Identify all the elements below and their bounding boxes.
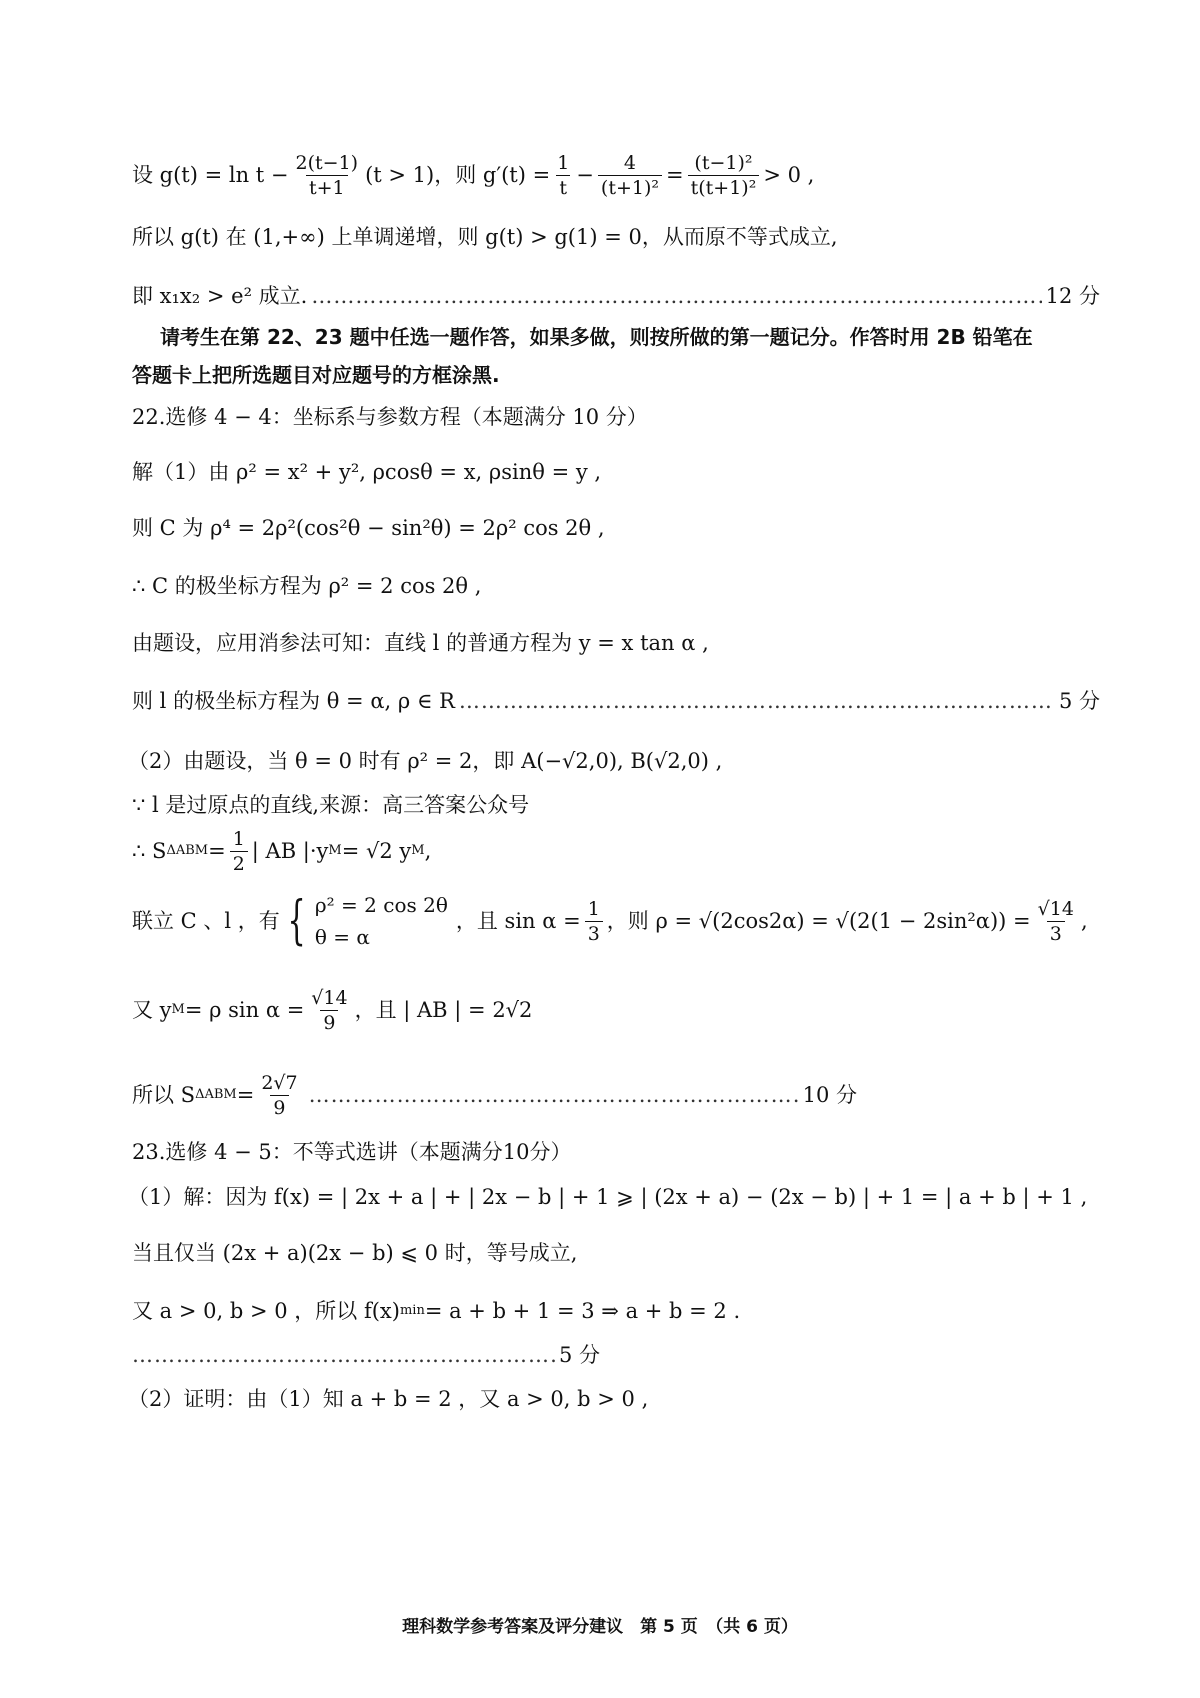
score-label: 12 分	[1045, 284, 1100, 308]
line-22-result: 所以 S ΔABM = $\frac{2√7}{9}$ ………………………………………………………………………………………………………………………………………………………………………………………………………………………… 10 分	[132, 1070, 1100, 1120]
page-footer: 理科数学参考答案及评分建议 第 5 页 （共 6 页）	[402, 1617, 798, 1637]
fraction: $\frac{√14}{9}$	[311, 986, 348, 1034]
line-22-2: 则 C 为 ρ⁴ = 2ρ²(cos²θ − sin²θ) = 2ρ² cos 2θ ,	[132, 516, 605, 540]
fraction: $\frac{1}{3}$	[585, 897, 603, 946]
question-23-heading: 23.选修 4 − 5：不等式选讲（本题满分10分）	[132, 1140, 572, 1164]
fraction: $\frac{2√7}{9}$	[261, 1071, 298, 1119]
line-22-area: ∴ S ΔABM = $\frac{1}{2}$ | AB |·y M = √2 y M ,	[132, 827, 432, 875]
line-23-1: （1）解：因为 f(x) = | 2x + a | + | 2x − b | + 1 ⩾ | (2x + a) − (2x − b) | + 1 = | a + b | + 1 ,	[128, 1185, 1088, 1209]
fraction: $\frac{4}{\text{(t+1)²}}$	[598, 151, 662, 200]
line-g-definition: 设 g(t) = ln t − $\frac{2(t-1)}{t+1}$ (t > 1)，则 g′(t) = $\frac{1}{t}$ − $\frac{4}{\text{(t+1)²}}$ = $\frac{\text{(t−1)²}}{\text{t(t+1)²}}$ > 0 ,	[132, 151, 815, 199]
line-22-yM: 又 y M = ρ sin α = $\frac{√14}{9}$ ，且 | AB | = 2√2	[132, 986, 533, 1034]
score-label: 5 分	[558, 1343, 600, 1367]
line-23-2: 当且仅当 (2x + a)(2x − b) ⩽ 0 时，等号成立,	[132, 1241, 578, 1265]
line-monotonic: 所以 g(t) 在 (1,+∞) 上单调递增，则 g(t) > g(1) = 0，从而原不等式成立,	[132, 225, 838, 249]
fraction: $\frac{2(t-1)}{t+1}$	[295, 151, 359, 199]
text: (t > 1)，则 g′(t) =	[365, 163, 551, 187]
line-22-origin: ∵ l 是过原点的直线,来源：高三答案公众号	[132, 793, 530, 817]
line-22-4: 由题设，应用消参法可知：直线 l 的普通方程为 y = x tan α ,	[132, 631, 709, 655]
line-23-part2: （2）证明：由（1）知 a + b = 2 ，又 a > 0, b > 0 ,	[128, 1387, 649, 1411]
notice-line-1: 请考生在第 22、23 题中任选一题作答，如果多做，则按所做的第一题记分。作答时用 2B 铅笔在	[160, 325, 1033, 349]
fraction: $\frac{1}{t}$	[557, 151, 570, 199]
line-23-score	[132, 1340, 600, 1370]
score-label: 5 分	[1058, 689, 1100, 713]
text: > 0 ,	[763, 163, 815, 187]
left-brace-icon: {	[287, 891, 306, 951]
score-label: 10 分	[802, 1083, 858, 1107]
notice-line-2: 答题卡上把所选题目对应题号的方框涂黑.	[132, 363, 500, 387]
line-22-3: ∴ C 的极坐标方程为 ρ² = 2 cos 2θ ,	[132, 574, 482, 598]
fraction: $\frac{\text{(t−1)²}}{\text{t(t+1)²}}$	[688, 151, 760, 200]
fraction: $\frac{1}{2}$	[230, 827, 248, 876]
equation-system: ρ² = 2 cos 2θ θ = α	[314, 893, 448, 949]
fraction: $\frac{√14}{3}$	[1037, 897, 1074, 945]
line-22-part2: （2）由题设，当 θ = 0 时有 ρ² = 2，即 A(−√2,0), B(√2,0) ,	[128, 749, 723, 773]
line-23-3: 又 a > 0, b > 0 ，所以 f(x) min = a + b + 1 = 3 ⇒ a + b = 2 .	[132, 1299, 741, 1323]
line-22-5: 则 l 的极坐标方程为 θ = α, ρ ∈ R ………………………………………………………………………………………………………………………………………………………………………………………………………………………… 5 分	[132, 686, 1100, 716]
line-22-1: 解（1）由 ρ² = x² + y², ρcosθ = x, ρsinθ = y ,	[132, 460, 602, 484]
line-22-system: 联立 C 、l ，有 { ρ² = 2 cos 2θ θ = α ，且 sin α = $\frac{1}{3}$ ，则 ρ = √(2cos2α) = √(2(1 − 2sin²α)) = $\frac{√14}{3}$ ,	[132, 891, 1088, 951]
question-22-heading: 22.选修 4 − 4：坐标系与参数方程（本题满分 10 分）	[132, 405, 648, 429]
text: 设 g(t) = ln t −	[132, 163, 289, 187]
line-conclusion-12: 即 x₁x₂ > e² 成立. ………………………………………………………………………………………………………………………………………………………………………………………………………………………… 12 分	[132, 281, 1100, 311]
